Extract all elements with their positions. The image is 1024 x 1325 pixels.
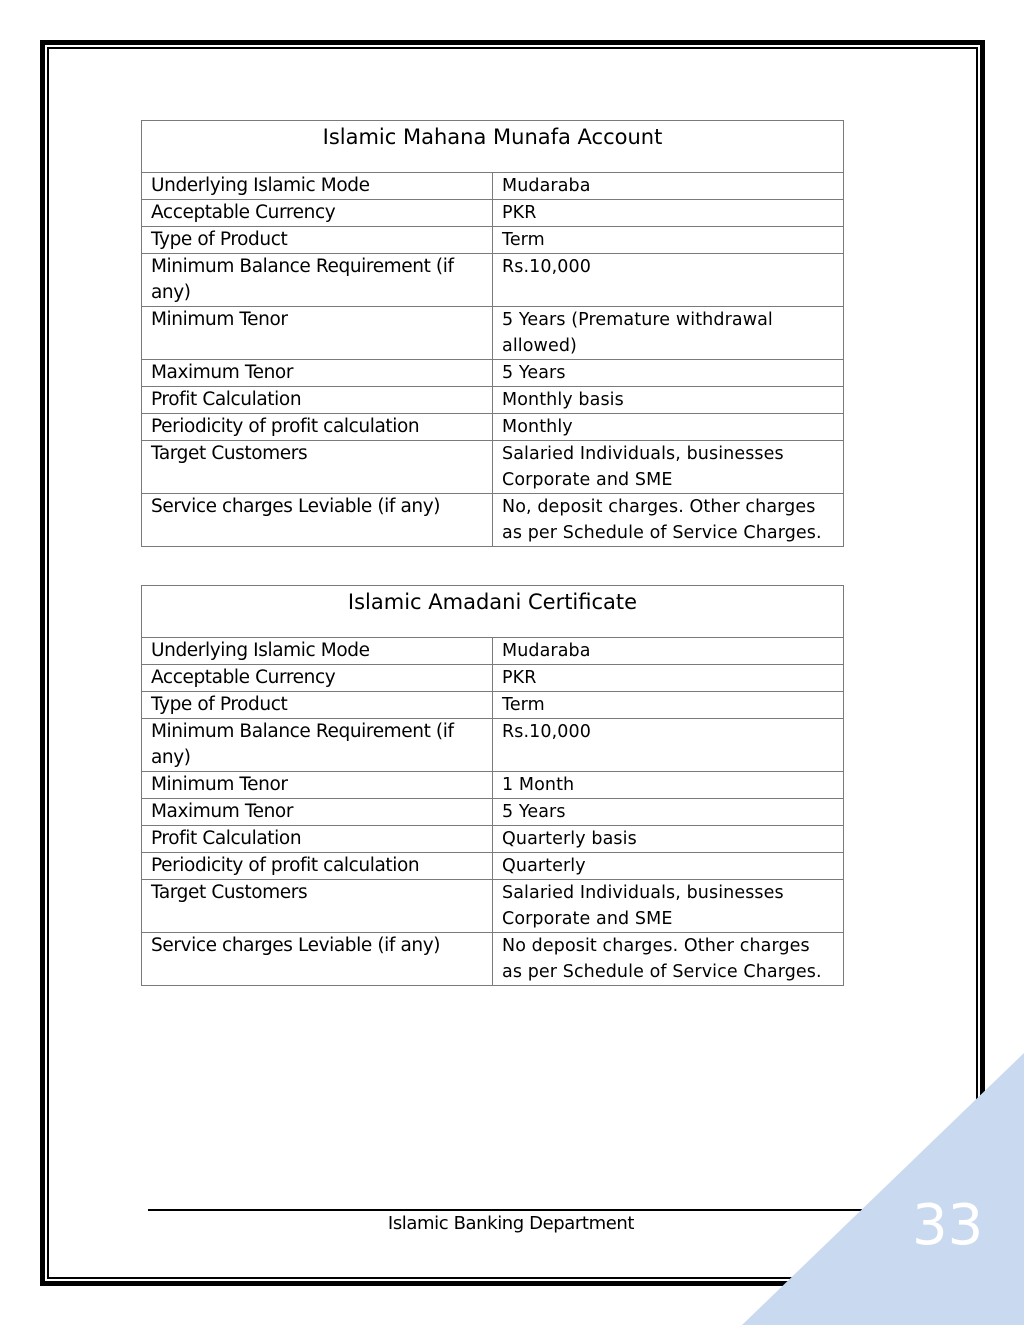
row-value: 5 Years (Premature withdrawal allowed) (493, 307, 844, 360)
table-row (142, 772, 844, 799)
row-value: No deposit charges. Other charges as per Schedule of Service Charges. (493, 933, 844, 986)
row-value: PKR (493, 665, 844, 692)
table-row (142, 494, 844, 547)
table-row (142, 414, 844, 441)
table-header-row (142, 586, 844, 638)
page-number: 33 (912, 1193, 984, 1258)
row-value: Mudaraba (493, 638, 844, 665)
row-label: Target Customers (142, 880, 493, 933)
row-label: Target Customers (142, 441, 493, 494)
row-label: Maximum Tenor (142, 799, 493, 826)
table-row (142, 227, 844, 254)
table-row (142, 665, 844, 692)
table-row (142, 200, 844, 227)
table-title: Islamic Mahana Munafa Account (142, 121, 844, 173)
row-value: Mudaraba (493, 173, 844, 200)
row-value: Salaried Individuals, businesses Corporate and SME (493, 880, 844, 933)
table-row (142, 307, 844, 360)
row-label: Underlying Islamic Mode (142, 638, 493, 665)
footer-department: Islamic Banking Department (387, 1213, 635, 1234)
row-value: PKR (493, 200, 844, 227)
row-value: Monthly (493, 414, 844, 441)
row-label: Acceptable Currency (142, 665, 493, 692)
row-label: Service charges Leviable (if any) (142, 933, 493, 986)
table-title: Islamic Amadani Certificate (142, 586, 844, 638)
row-value: Term (493, 692, 844, 719)
table-row (142, 387, 844, 414)
table-row (142, 853, 844, 880)
row-label: Underlying Islamic Mode (142, 173, 493, 200)
row-label: Minimum Balance Requirement (if any) (142, 719, 493, 772)
table-row (142, 638, 844, 665)
table-row (142, 173, 844, 200)
footer-divider (148, 1209, 862, 1211)
row-label: Service charges Leviable (if any) (142, 494, 493, 547)
table-row (142, 441, 844, 494)
row-label: Type of Product (142, 692, 493, 719)
table-row (142, 360, 844, 387)
row-label: Type of Product (142, 227, 493, 254)
row-value: 5 Years (493, 799, 844, 826)
row-value: Quarterly (493, 853, 844, 880)
row-label: Minimum Tenor (142, 307, 493, 360)
row-label: Periodicity of profit calculation (142, 414, 493, 441)
row-value: Rs.10,000 (493, 254, 844, 307)
product-table-mahana-munafa (141, 120, 844, 547)
row-value: 1 Month (493, 772, 844, 799)
row-label: Minimum Tenor (142, 772, 493, 799)
table-row (142, 254, 844, 307)
table-row (142, 933, 844, 986)
row-value: 5 Years (493, 360, 844, 387)
table-row (142, 826, 844, 853)
table-row (142, 880, 844, 933)
row-label: Periodicity of profit calculation (142, 853, 493, 880)
row-label: Minimum Balance Requirement (if any) (142, 254, 493, 307)
product-table-amadani-certificate (141, 585, 844, 986)
table-row (142, 799, 844, 826)
row-label: Profit Calculation (142, 387, 493, 414)
row-label: Maximum Tenor (142, 360, 493, 387)
row-value: No, deposit charges. Other charges as per Schedule of Service Charges. (493, 494, 844, 547)
table-header-row (142, 121, 844, 173)
row-value: Term (493, 227, 844, 254)
row-label: Acceptable Currency (142, 200, 493, 227)
row-value: Monthly basis (493, 387, 844, 414)
row-value: Rs.10,000 (493, 719, 844, 772)
row-label: Profit Calculation (142, 826, 493, 853)
table-row (142, 692, 844, 719)
row-value: Salaried Individuals, businesses Corporate and SME (493, 441, 844, 494)
row-value: Quarterly basis (493, 826, 844, 853)
table-row (142, 719, 844, 772)
